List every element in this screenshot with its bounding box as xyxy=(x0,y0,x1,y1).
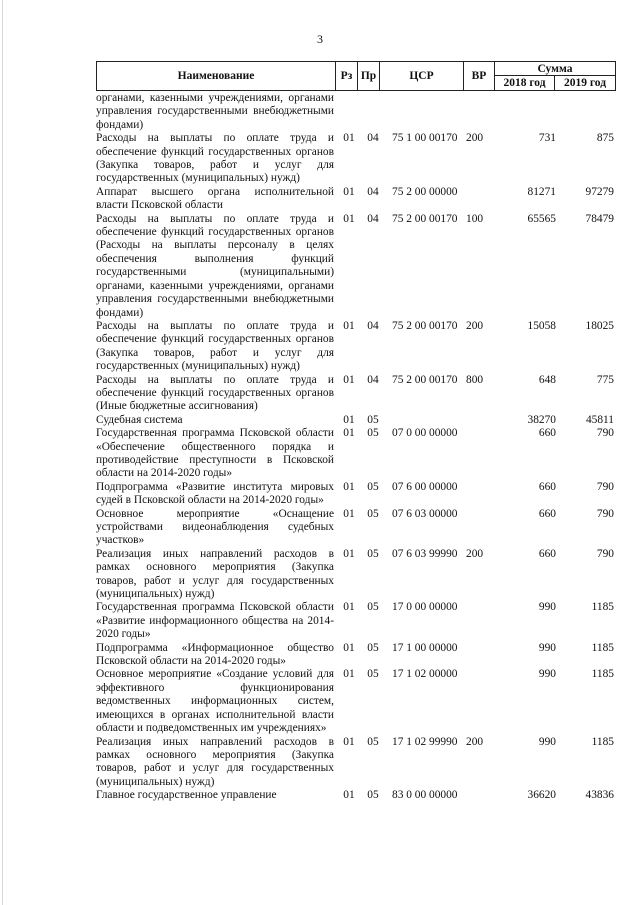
table-row xyxy=(96,736,614,790)
row-csr: 75 1 00 00170 xyxy=(392,132,458,145)
row-name: Главное государственное управление xyxy=(96,789,277,802)
row-rz: 01 xyxy=(343,185,355,198)
row-csr: 07 6 00 00000 xyxy=(392,480,458,493)
row-pr: 05 xyxy=(367,480,379,493)
table-row xyxy=(96,213,614,320)
row-sum-2018: 990 xyxy=(538,641,556,654)
row-rz: 01 xyxy=(343,641,355,654)
row-name: Основное мероприятие «Создание условий для эффективного функционирования ведомственных информационных систем, имеющихся в органах исполнительной власти области и подведомственных им учреждениях» xyxy=(96,668,334,735)
row-sum-2018: 81271 xyxy=(527,185,556,198)
row-rz: 01 xyxy=(343,507,355,520)
row-sum-2018: 38270 xyxy=(527,413,556,426)
scan-margin-line xyxy=(2,0,3,905)
row-name: Подпрограмма «Информационное общество Псковской области на 2014-2020 годы» xyxy=(96,641,334,668)
header-vr: ВР xyxy=(463,62,494,90)
row-pr: 05 xyxy=(367,427,379,440)
row-sum-2019: 18025 xyxy=(585,319,614,332)
row-pr: 05 xyxy=(367,507,379,520)
row-csr: 17 1 02 99990 xyxy=(392,735,458,748)
row-rz: 01 xyxy=(343,319,355,332)
page-number: 3 xyxy=(317,32,323,46)
row-name: Реализация иных направлений расходов в рамках основного мероприятия (Закупка товаров, работ и услуг для государственных (муниципальных) нужд) xyxy=(96,735,334,788)
row-vr: 800 xyxy=(466,373,484,386)
row-sum-2018: 990 xyxy=(538,601,556,614)
table-row xyxy=(96,374,614,414)
row-sum-2019: 1185 xyxy=(591,601,614,614)
row-csr: 75 2 00 00170 xyxy=(392,319,458,332)
row-sum-2019: 78479 xyxy=(585,212,614,225)
row-csr: 07 6 03 99990 xyxy=(392,547,458,560)
row-sum-2019: 97279 xyxy=(585,185,614,198)
table-row xyxy=(96,132,614,186)
row-pr: 05 xyxy=(367,601,379,614)
row-rz: 01 xyxy=(343,413,355,426)
row-rz: 01 xyxy=(343,480,355,493)
row-pr: 04 xyxy=(367,212,379,225)
row-sum-2018: 36620 xyxy=(527,789,556,802)
row-name: Основное мероприятие «Оснащение устройствами видеонаблюдения судебных участков» xyxy=(96,507,334,547)
row-csr: 07 6 03 00000 xyxy=(392,507,458,520)
row-csr: 75 2 00 00170 xyxy=(392,212,458,225)
row-sum-2019: 775 xyxy=(596,373,614,386)
row-csr: 07 0 00 00000 xyxy=(392,427,458,440)
row-rz: 01 xyxy=(343,735,355,748)
row-rz: 01 xyxy=(343,427,355,440)
row-sum-2019: 1185 xyxy=(591,735,614,748)
table-row xyxy=(96,92,614,132)
row-name: Расходы на выплаты по оплате труда и обеспечение функций государственных органов (Закупка товаров, работ и услуг для государственных (муниципальных) нужд) xyxy=(96,132,334,185)
table-row xyxy=(96,548,614,602)
table-row xyxy=(96,508,614,548)
row-name: Подпрограмма «Развитие института мировых судей в Псковской области на 2014-2020 годы» xyxy=(96,480,334,507)
row-pr: 05 xyxy=(367,641,379,654)
row-name: органами, казенными учреждениями, органами управления государственными внебюджетными фондами) xyxy=(96,92,334,131)
row-name: Государственная программа Псковской области «Развитие информационного общества на 2014-2020 годы» xyxy=(96,601,334,641)
table-header xyxy=(96,61,616,91)
row-name: Расходы на выплаты по оплате труда и обеспечение функций государственных органов (Закупка товаров, работ и услуг для государственных (муниципальных) нужд) xyxy=(96,319,334,373)
row-sum-2019: 790 xyxy=(596,547,614,560)
row-csr: 75 2 00 00170 xyxy=(392,373,458,386)
row-rz: 01 xyxy=(343,601,355,614)
row-pr: 04 xyxy=(367,373,379,386)
table-row xyxy=(96,481,614,508)
table-row xyxy=(96,414,614,427)
row-sum-2018: 65565 xyxy=(527,212,556,225)
header-rz: Рз xyxy=(335,62,357,90)
table-row xyxy=(96,320,614,374)
row-csr: 17 1 02 00000 xyxy=(392,668,458,681)
header-pr: Пр xyxy=(357,62,379,90)
row-sum-2019: 45811 xyxy=(585,413,614,426)
row-pr: 05 xyxy=(367,668,379,681)
row-pr: 04 xyxy=(367,319,379,332)
table-row xyxy=(96,186,614,213)
row-csr: 83 0 00 00000 xyxy=(392,789,458,802)
header-summa: Сумма xyxy=(494,62,615,76)
row-sum-2018: 648 xyxy=(538,373,556,386)
row-sum-2018: 990 xyxy=(538,735,556,748)
row-vr: 200 xyxy=(466,735,484,748)
row-sum-2019: 1185 xyxy=(591,668,614,681)
row-rz: 01 xyxy=(343,212,355,225)
row-vr: 200 xyxy=(466,319,484,332)
header-2019: 2019 год xyxy=(554,76,615,90)
row-pr: 05 xyxy=(367,735,379,748)
row-name: Реализация иных направлений расходов в рамках основного мероприятия (Закупка товаров, работ и услуг для государственных (муниципальных) нужд) xyxy=(96,547,334,601)
header-name: Наименование xyxy=(177,70,255,82)
table-row xyxy=(96,789,614,802)
row-csr: 17 0 00 00000 xyxy=(392,601,458,614)
row-sum-2018: 731 xyxy=(538,132,556,145)
table-row xyxy=(96,601,614,641)
header-csr: ЦСР xyxy=(379,62,463,90)
row-rz: 01 xyxy=(343,668,355,681)
row-sum-2018: 15058 xyxy=(527,319,556,332)
row-sum-2019: 1185 xyxy=(591,641,614,654)
row-pr: 05 xyxy=(367,789,379,802)
row-sum-2018: 660 xyxy=(538,547,556,560)
row-sum-2019: 790 xyxy=(596,427,614,440)
row-name: Расходы на выплаты по оплате труда и обеспечение функций государственных органов (Расходы на выплаты персоналу в целях обеспечения выполнения функций государственными (муниципальными) органами, казенными учреждениями, органами управления государственными внебюджетными фондами) xyxy=(96,212,334,319)
row-rz: 01 xyxy=(343,789,355,802)
row-sum-2019: 875 xyxy=(596,132,614,145)
row-sum-2019: 43836 xyxy=(585,789,614,802)
row-sum-2019: 790 xyxy=(596,480,614,493)
row-sum-2018: 660 xyxy=(538,480,556,493)
row-name: Аппарат высшего органа исполнительной власти Псковской области xyxy=(96,185,334,212)
row-csr: 17 1 00 00000 xyxy=(392,641,458,654)
row-rz: 01 xyxy=(343,132,355,145)
row-pr: 05 xyxy=(367,547,379,560)
row-rz: 01 xyxy=(343,547,355,560)
row-name: Государственная программа Псковской области «Обеспечение общественного порядка и противодействие преступности в Псковской области на 2014-2020 годы» xyxy=(96,427,334,480)
row-pr: 04 xyxy=(367,185,379,198)
header-2018: 2018 год xyxy=(494,76,554,90)
row-vr: 100 xyxy=(466,212,484,225)
row-name: Судебная система xyxy=(96,413,183,426)
row-csr: 75 2 00 00000 xyxy=(392,185,458,198)
row-pr: 05 xyxy=(367,413,379,426)
row-vr: 200 xyxy=(466,547,484,560)
table-row xyxy=(96,642,614,669)
row-sum-2018: 990 xyxy=(538,668,556,681)
row-sum-2018: 660 xyxy=(538,507,556,520)
table-row xyxy=(96,427,614,481)
row-sum-2018: 660 xyxy=(538,427,556,440)
row-rz: 01 xyxy=(343,373,355,386)
row-sum-2019: 790 xyxy=(596,507,614,520)
table-row xyxy=(96,668,614,735)
row-pr: 04 xyxy=(367,132,379,145)
table-body xyxy=(96,92,614,803)
row-vr: 200 xyxy=(466,132,484,145)
row-name: Расходы на выплаты по оплате труда и обеспечение функций государственных органов (Иные бюджетные ассигнования) xyxy=(96,373,334,413)
